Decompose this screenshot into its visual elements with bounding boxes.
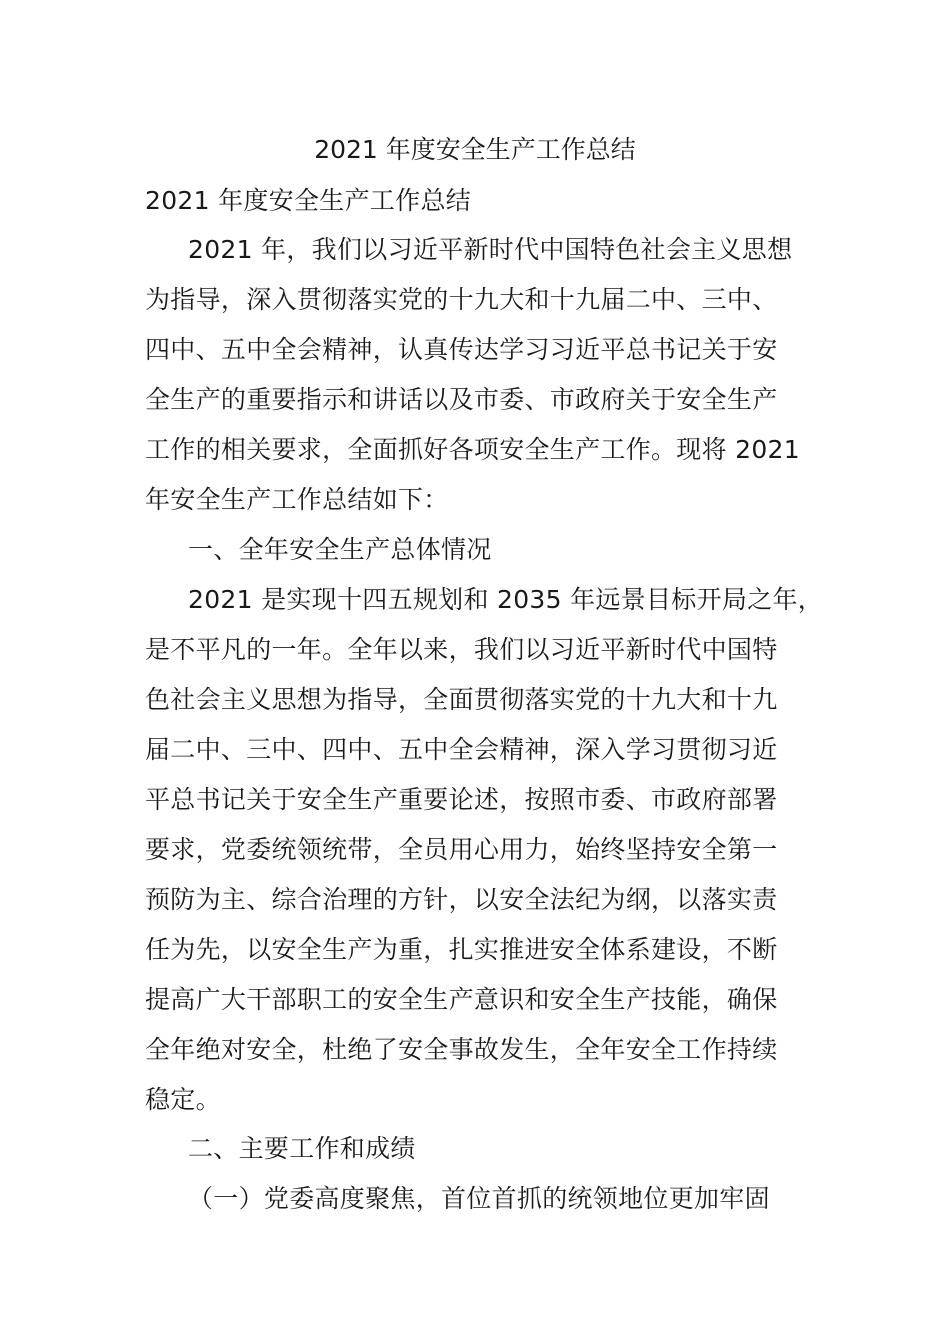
section1-line: 全年绝对安全，杜绝了安全事故发生，全年安全工作持续: [145, 1035, 778, 1064]
intro-line: 年安全生产工作总结如下：: [145, 485, 449, 514]
subsection-heading-1: （一）党委高度聚焦，首位首抓的统领地位更加牢固: [188, 1184, 770, 1213]
section-heading-2: 二、主要工作和成绩: [188, 1134, 416, 1163]
section-heading-1: 一、全年安全生产总体情况: [188, 535, 492, 564]
section1-line: 是不平凡的一年。全年以来，我们以习近平新时代中国特: [145, 635, 778, 664]
intro-line: 四中、五中全会精神，认真传达学习习近平总书记关于安: [145, 335, 778, 364]
section1-line: 稳定。: [145, 1085, 221, 1114]
section1-line: 任为先，以安全生产为重，扎实推进安全体系建设，不断: [145, 935, 778, 964]
intro-line: 工作的相关要求，全面抓好各项安全生产工作。现将 2021: [145, 435, 800, 464]
section1-line: 提高广大干部职工的安全生产意识和安全生产技能，确保: [145, 985, 778, 1014]
section1-line: 平总书记关于安全生产重要论述，按照市委、市政府部署: [145, 785, 778, 814]
intro-line: 2021 年，我们以习近平新时代中国特色社会主义思想: [188, 235, 793, 264]
document-subtitle: 2021 年度安全生产工作总结: [145, 186, 472, 215]
section1-line: 要求，党委统领统带，全员用心用力，始终坚持安全第一: [145, 835, 778, 864]
intro-line: 为指导，深入贯彻落实党的十九大和十九届二中、三中、: [145, 285, 778, 314]
section1-line: 届二中、三中、四中、五中全会精神，深入学习贯彻习近: [145, 735, 778, 764]
section1-line: 色社会主义思想为指导，全面贯彻落实党的十九大和十九: [145, 685, 778, 714]
document-title: 2021 年度安全生产工作总结: [314, 135, 636, 164]
section1-line: 预防为主、综合治理的方针，以安全法纪为纲，以落实责: [145, 885, 778, 914]
intro-line: 全生产的重要指示和讲话以及市委、市政府关于安全生产: [145, 385, 778, 414]
section1-line: 2021 是实现十四五规划和 2035 年远景目标开局之年，: [188, 585, 824, 614]
